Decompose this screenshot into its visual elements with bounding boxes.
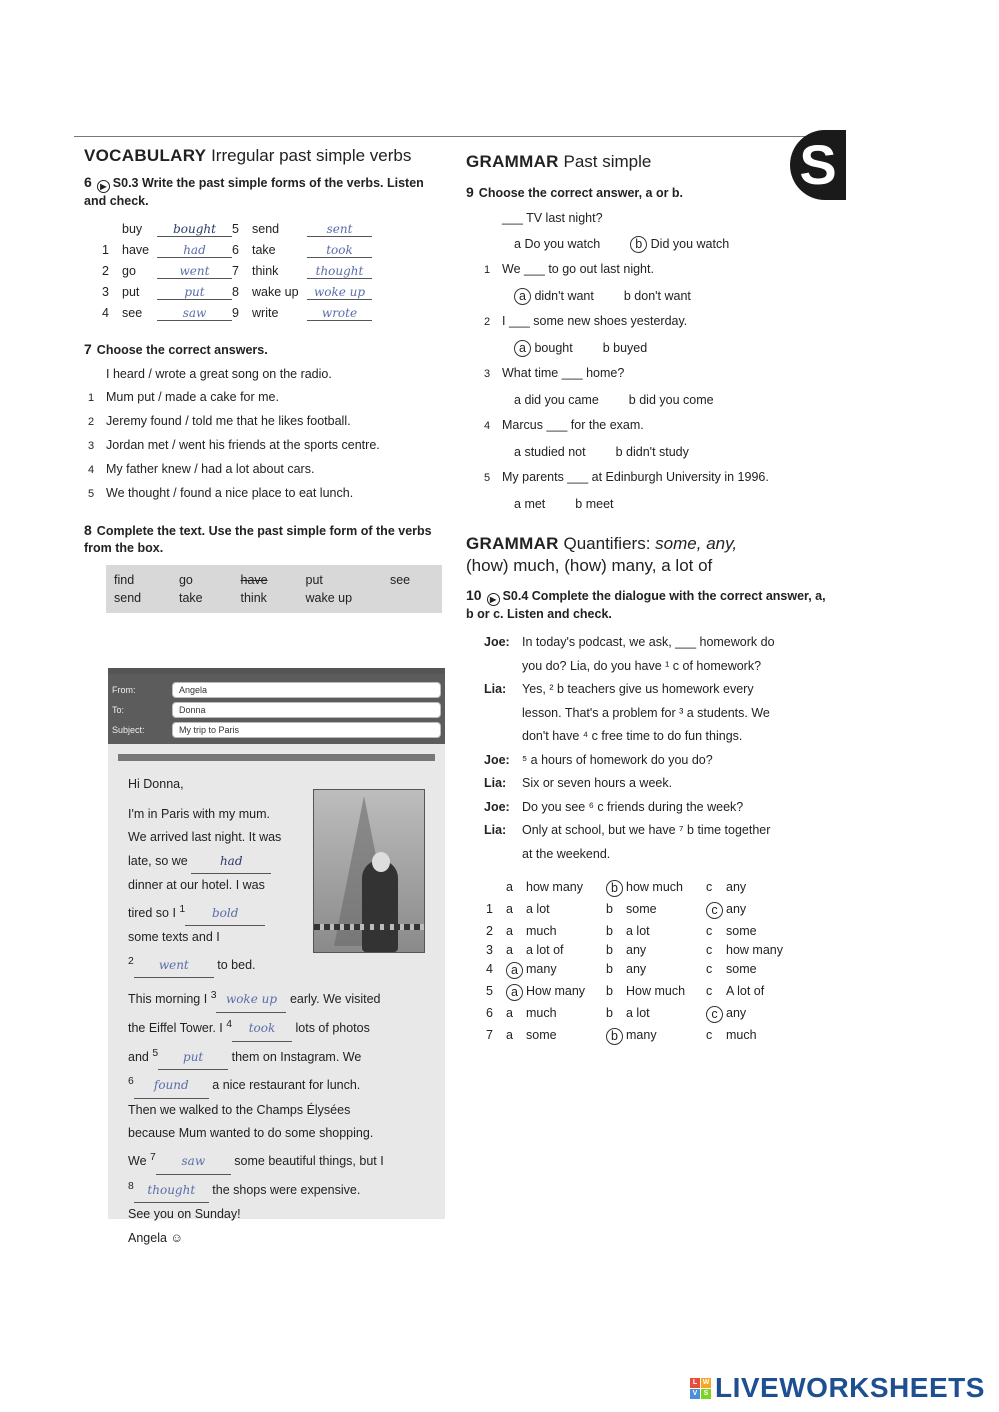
option-a[interactable] — [514, 284, 594, 310]
word-box — [106, 565, 442, 613]
option-text: studied not — [524, 444, 586, 459]
ex7-item[interactable] — [88, 386, 444, 410]
option-a[interactable] — [514, 492, 545, 518]
dialogue-line — [484, 725, 826, 749]
ex9-question — [484, 465, 826, 492]
liveworksheets-logo: L W V S LIVEWORKSHEETS — [690, 1372, 985, 1404]
item-number: 6 — [486, 1006, 493, 1020]
line-text: In today's podcast, we ask, ___ homework do — [522, 635, 775, 649]
option-text: much — [526, 1006, 557, 1020]
ex9-question — [484, 413, 826, 440]
option-letter: b — [628, 392, 636, 407]
speaker: Lia: — [484, 823, 507, 837]
option-letter: b — [630, 236, 647, 253]
dialogue-line — [484, 655, 826, 679]
verb-answer[interactable]: saw — [157, 306, 232, 321]
option-letter: b — [602, 340, 610, 355]
line-text: you do? Lia, do you have ¹ c of homework? — [522, 658, 762, 673]
item-number — [102, 222, 122, 237]
verb-answer[interactable]: woke up — [307, 285, 372, 300]
dialogue-line — [484, 749, 826, 773]
option-b[interactable] — [603, 336, 648, 362]
option-b[interactable] — [616, 440, 689, 466]
box-word: have — [240, 573, 268, 587]
ex9-question — [484, 309, 826, 336]
item-number: 3 — [102, 285, 109, 299]
option-text: some — [526, 1028, 557, 1042]
option-letter: b — [615, 444, 623, 459]
grammar2-heading: GRAMMAR Quantifiers: some, any, (how) much, (how) many, a lot of — [466, 534, 738, 575]
dialogue-line — [484, 702, 826, 726]
option-letter: a — [514, 340, 531, 357]
logo-square: L — [690, 1378, 700, 1388]
verb-answer[interactable]: took — [307, 243, 372, 258]
option-letter[interactable]: c — [706, 1028, 713, 1042]
verb: buy — [122, 222, 143, 236]
option-text: how many — [526, 880, 583, 894]
box-word: take — [178, 591, 203, 605]
option-letter[interactable]: b — [606, 943, 613, 957]
box-word: send — [114, 591, 142, 605]
answer-blank-2[interactable]: went — [134, 954, 214, 979]
vocab-heading: VOCABULARY Irregular past simple verbs — [84, 146, 412, 165]
option-text: did you come — [639, 392, 714, 407]
answer-blank-8[interactable]: thought — [134, 1179, 209, 1204]
option-text: How many — [526, 984, 586, 998]
ex6-grid — [102, 222, 444, 321]
ex7-item[interactable] — [88, 434, 444, 458]
to-field: Donna — [172, 702, 441, 718]
box-word: wake up — [305, 591, 353, 605]
item-text: My father knew / had a lot about cars. — [106, 462, 315, 476]
answer-blank-example: had — [191, 850, 271, 875]
verb: write — [252, 306, 279, 320]
unit-badge: S — [790, 130, 846, 200]
logo-icon — [690, 1378, 711, 1399]
ex9-options — [484, 284, 826, 310]
option-text: A lot of — [726, 984, 765, 998]
line-text: Do you see ⁶ c friends during the week? — [522, 799, 744, 814]
speaker — [484, 702, 522, 726]
item-number: 1 — [484, 264, 491, 276]
from-field: Angela — [172, 682, 441, 698]
item-number: 1 — [486, 902, 493, 916]
item-number: 6 — [232, 243, 239, 257]
option-text: met — [524, 496, 546, 511]
item-number: 2 — [102, 264, 109, 278]
verb: wake up — [252, 285, 299, 299]
logo-square: V — [690, 1389, 700, 1399]
ex10-options — [486, 880, 826, 1045]
dialogue-line — [484, 819, 826, 843]
option-letter[interactable]: a — [506, 880, 513, 894]
option-a[interactable] — [514, 336, 573, 362]
option-letter[interactable]: c — [706, 984, 713, 998]
item-number: 5 — [88, 488, 95, 500]
option-text: any — [726, 880, 747, 894]
option-text: any — [626, 943, 647, 957]
speaker — [484, 655, 522, 679]
item-text: Jeremy found / told me that he likes football. — [106, 414, 351, 428]
option-letter[interactable]: a — [506, 962, 523, 979]
dialogue-line — [484, 796, 826, 820]
item-number: 5 — [486, 984, 493, 998]
speaker: Joe: — [484, 752, 510, 767]
option-letter[interactable]: b — [606, 880, 623, 897]
ex10-title: 10 ▶ S0.4 Complete the dialogue with the correct answer, a, b or c. Listen and check. — [466, 587, 826, 621]
question-text: ___ TV last night? — [502, 211, 603, 225]
ex10-dialogue — [484, 631, 826, 866]
question-text: I ___ some new shoes yesterday. — [502, 314, 688, 328]
verb: see — [122, 306, 143, 320]
option-letter[interactable]: b — [606, 924, 613, 938]
speaker: Lia: — [484, 776, 507, 790]
item-number: 2 — [88, 416, 95, 428]
option-letter[interactable]: a — [506, 1006, 513, 1020]
item-number: 1 — [88, 392, 95, 404]
item-number: 3 — [88, 440, 95, 452]
dialogue-line — [484, 843, 826, 867]
option-text: buyed — [613, 340, 648, 355]
option-b[interactable] — [629, 388, 714, 414]
item-number: 4 — [486, 962, 493, 976]
item-number: 3 — [484, 368, 491, 380]
ex9-options — [484, 336, 826, 362]
option-letter: a — [514, 496, 521, 511]
ex9-options — [484, 388, 826, 414]
verb-answer[interactable]: had — [157, 243, 232, 258]
option-text: bought — [534, 340, 573, 355]
option-letter[interactable]: a — [506, 1028, 513, 1042]
ex8-title: 8 Complete the text. Use the past simple form of the verbs from the box. — [84, 522, 432, 555]
option-text: a lot — [626, 1006, 650, 1020]
option-text: some — [726, 924, 757, 938]
box-word: see — [389, 573, 411, 587]
ex9-question — [484, 206, 826, 232]
verb-answer[interactable]: put — [157, 285, 232, 300]
speaker: Lia: — [484, 682, 507, 696]
eiffel-photo — [313, 789, 425, 953]
item-text: Jordan met / went his friends at the sports centre. — [106, 438, 380, 452]
verb: take — [252, 243, 276, 257]
audio-icon[interactable]: ▶ — [487, 593, 500, 606]
option-text: much — [726, 1028, 757, 1042]
option-letter[interactable]: a — [506, 924, 513, 938]
verb-answer[interactable]: went — [157, 264, 232, 279]
option-text: Did you watch — [650, 236, 730, 251]
item-number: 8 — [232, 285, 239, 299]
option-letter[interactable]: c — [706, 962, 713, 976]
grammar1-heading: GRAMMAR Past simple — [466, 152, 652, 171]
option-letter[interactable]: b — [606, 1028, 623, 1045]
option-a[interactable] — [514, 388, 599, 414]
line-text: Six or seven hours a week. — [522, 776, 673, 790]
ex9-options — [484, 232, 826, 258]
option-text: any — [726, 902, 747, 916]
speaker: Joe: — [484, 635, 510, 649]
ex9-question — [484, 361, 826, 388]
option-letter[interactable]: c — [706, 1006, 723, 1023]
option-text: many — [626, 1028, 657, 1042]
option-b[interactable] — [575, 492, 613, 518]
left-column — [84, 146, 444, 613]
answer-blank-7[interactable]: saw — [156, 1150, 231, 1175]
answer-blank-5[interactable]: put — [158, 1046, 228, 1071]
option-letter: b — [623, 288, 631, 303]
ex7-item[interactable] — [88, 363, 444, 386]
line-text: Yes, ² b teachers give us homework every — [522, 682, 754, 696]
box-word: find — [114, 573, 135, 587]
option-a[interactable] — [514, 440, 586, 466]
item-number: 5 — [484, 472, 491, 484]
option-text: any — [626, 962, 647, 976]
option-a[interactable] — [514, 232, 600, 258]
subject-field: My trip to Paris — [172, 722, 441, 738]
speaker — [484, 725, 522, 749]
line-text: lesson. That's a problem for ³ a students. We — [522, 705, 770, 720]
item-number: 3 — [486, 943, 493, 957]
box-word: put — [305, 573, 323, 587]
answer-blank-1[interactable]: bold — [185, 902, 265, 927]
item-number: 7 — [232, 264, 239, 278]
line-text: Only at school, but we have ⁷ b time together — [522, 823, 771, 837]
option-text: any — [726, 1006, 747, 1020]
option-text: did you came — [524, 392, 599, 407]
option-letter[interactable]: a — [506, 902, 513, 916]
option-letter[interactable]: a — [506, 943, 513, 957]
item-number — [486, 880, 506, 897]
speaker: Joe: — [484, 799, 510, 814]
line-text: don't have ⁴ c free time to do fun things. — [522, 729, 743, 743]
ex7-item[interactable] — [88, 482, 444, 506]
item-number: 2 — [484, 316, 491, 328]
email-header: From: Angela To: Donna Subject: My trip to Paris — [108, 674, 445, 744]
option-text: much — [526, 924, 557, 938]
dialogue-line — [484, 772, 826, 796]
option-letter: a — [514, 288, 531, 305]
ex9-options — [484, 440, 826, 466]
item-number: 4 — [484, 420, 491, 432]
option-letter: b — [575, 496, 583, 511]
item-number: 2 — [486, 924, 493, 938]
option-text: don't want — [634, 288, 691, 303]
verb-answer[interactable]: wrote — [307, 306, 372, 321]
verb: send — [252, 222, 280, 236]
ex9-title: 9 Choose the correct answer, a or b. — [466, 184, 684, 200]
dialogue-line — [484, 678, 826, 702]
option-text: meet — [585, 496, 614, 511]
option-b[interactable] — [630, 232, 729, 258]
option-letter[interactable]: b — [606, 902, 613, 916]
ex6-title: 6 ▶ S0.3 Write the past simple forms of the verbs. Listen and check. — [84, 174, 424, 208]
option-text: some — [626, 902, 657, 916]
option-letter[interactable]: c — [706, 943, 713, 957]
ex7-item[interactable] — [88, 410, 444, 434]
option-letter: a — [514, 236, 521, 251]
verb: think — [252, 264, 279, 278]
answer-blank-6[interactable]: found — [134, 1074, 209, 1099]
option-text: a lot of — [526, 943, 564, 957]
ex9-list — [484, 206, 826, 517]
ex7-item[interactable] — [88, 458, 444, 482]
item-number: 4 — [88, 464, 95, 476]
email-body: Hi Donna, I'm in Paris with my mum. We arrived last night. It was late, so we had dinner at our hotel. I was tired so I $^1$ bold some texts and I $^2$ went to bed. This morning I $^3$ woke up early. We visited the Eiffel Tower. I $^4$ took lots of photos and $^5$ put them on Instagram. We $^6$ found a nice restaurant for lunch. Then we walked to the Champs Élysées because Mum wanted to do some shopping. We $^7$ saw some beautiful things, but I $^8$ thought the shops were expensive. See you on Sunday! Angela ☺ — [108, 761, 445, 1250]
item-number: 1 — [102, 243, 109, 257]
line-text: at the weekend. — [522, 846, 611, 861]
answer-blank-4[interactable]: took — [232, 1017, 292, 1042]
option-text: didn't study — [626, 444, 689, 459]
option-letter[interactable]: c — [706, 902, 723, 919]
option-text: How much — [626, 984, 686, 998]
question-text: My parents ___ at Edinburgh University in 1996. — [502, 470, 769, 484]
verb-answer[interactable]: sent — [307, 222, 372, 237]
audio-icon[interactable]: ▶ — [97, 180, 110, 193]
verb-answer: bought — [157, 222, 232, 237]
top-rule — [74, 136, 846, 137]
ex9-options — [484, 492, 826, 518]
option-text: how many — [726, 943, 783, 957]
item-number: 4 — [102, 306, 109, 320]
logo-square: S — [701, 1389, 711, 1399]
question-text: We ___ to go out last night. — [502, 262, 654, 276]
verb-answer[interactable]: thought — [307, 264, 372, 279]
item-text: I heard / wrote a great song on the radio. — [106, 367, 332, 381]
item-number: 9 — [232, 306, 239, 320]
item-number: 5 — [232, 222, 239, 236]
option-text: some — [726, 962, 757, 976]
email-window — [108, 668, 445, 1245]
verb: go — [122, 264, 136, 278]
option-text: a lot — [526, 902, 550, 916]
question-text: Marcus ___ for the exam. — [502, 418, 644, 432]
item-text: Mum put / made a cake for me. — [106, 390, 279, 404]
option-b[interactable] — [624, 284, 691, 310]
question-text: What time ___ home? — [502, 366, 625, 380]
ex7-title: 7 Choose the correct answers. — [84, 341, 268, 357]
option-letter[interactable]: b — [606, 984, 613, 998]
ex7-list — [88, 363, 444, 506]
dialogue-line — [484, 631, 826, 655]
ex9-question — [484, 257, 826, 284]
verb: have — [122, 243, 150, 257]
option-letter[interactable]: c — [706, 924, 713, 938]
option-letter[interactable]: b — [606, 962, 613, 976]
line-text: ⁵ a hours of homework do you do? — [522, 752, 713, 767]
item-number: 7 — [486, 1028, 493, 1042]
option-text: didn't want — [534, 288, 594, 303]
option-letter[interactable]: a — [506, 984, 523, 1001]
option-letter[interactable]: c — [706, 880, 713, 894]
right-column — [466, 152, 826, 1045]
email-divider — [118, 754, 435, 761]
option-text: Do you watch — [524, 236, 601, 251]
box-word: go — [178, 573, 193, 587]
verb: put — [122, 285, 140, 299]
logo-square: W — [702, 1378, 710, 1386]
option-letter: a — [514, 444, 521, 459]
option-text: how much — [626, 880, 683, 894]
option-letter: a — [514, 392, 521, 407]
option-text: a lot — [626, 924, 650, 938]
answer-blank-3[interactable]: woke up — [216, 988, 286, 1013]
option-letter[interactable]: b — [606, 1006, 613, 1020]
item-text: We thought / found a nice place to eat lunch. — [106, 486, 354, 500]
option-text: many — [526, 962, 557, 976]
box-word: think — [240, 591, 267, 605]
speaker — [484, 843, 522, 867]
